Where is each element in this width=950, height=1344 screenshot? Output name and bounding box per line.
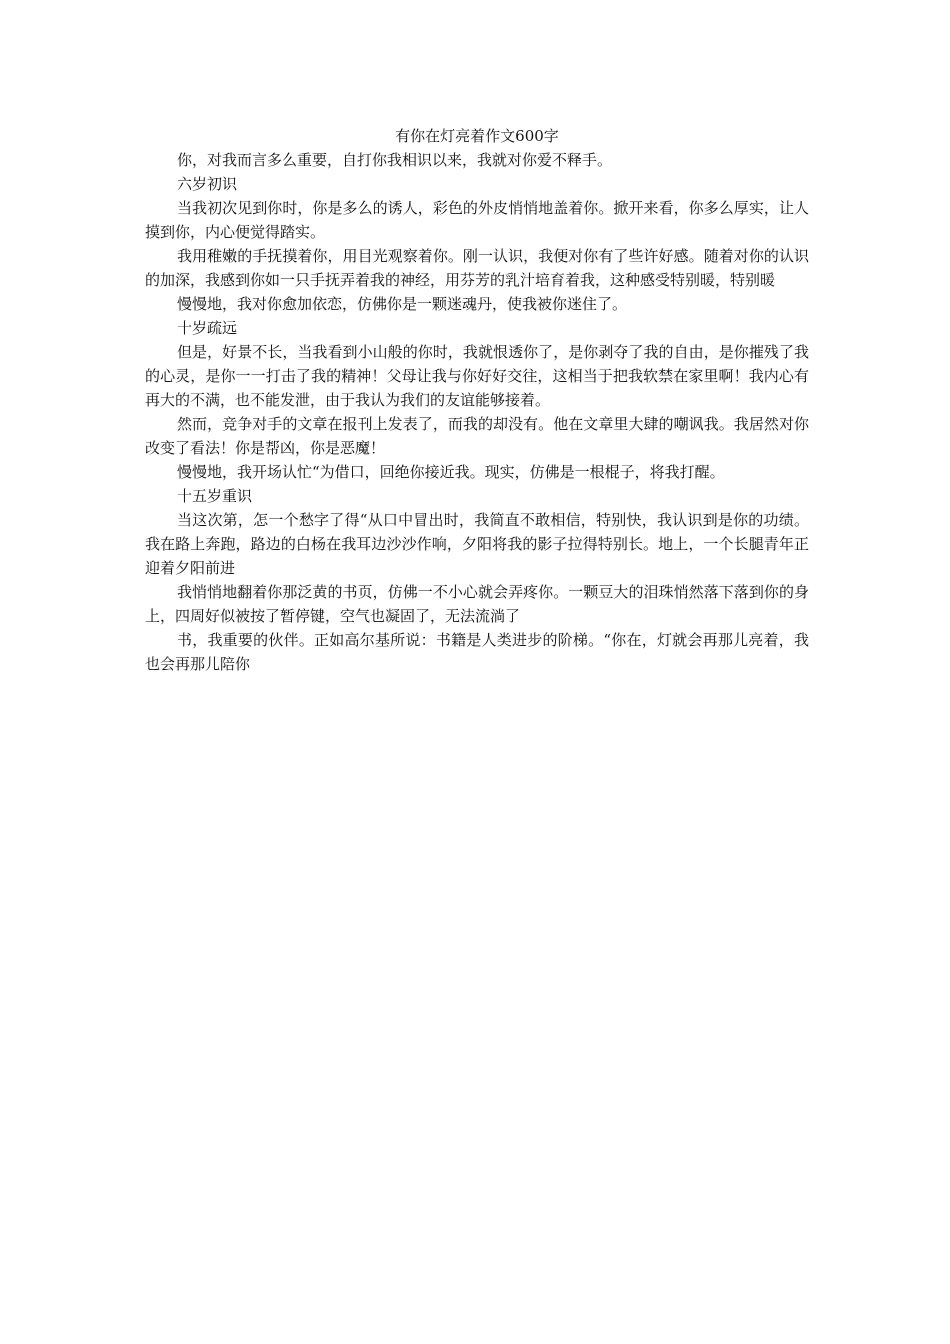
paragraph: 我用稚嫩的手抚摸着你，用目光观察着你。刚一认识，我便对你有了些许好感。随着对你的认识的加深，我感到你如一只手抚弄着我的神经，用芬芳的乳汁培育着我，这种感受特别暖，特别暖 [145, 247, 809, 289]
paragraph: 慢慢地，我对你愈加依恋，仿佛你是一颗迷魂丹，使我被你迷住了。 [177, 295, 628, 313]
document-title: 有你在灯亮着作文600字 [395, 127, 559, 145]
paragraph: 当我初次见到你时，你是多么的诱人，彩色的外皮悄悄地盖着你。掀开来看，你多么厚实，让人摸到你，内心便觉得踏实。 [145, 199, 809, 241]
section-heading-six: 六岁初识 [177, 175, 238, 193]
paragraph: 我悄悄地翻着你那泛黄的书页，仿佛一不小心就会弄疼你。一颗豆大的泪珠悄然落下落到你的身上，四周好似被按了暂停键，空气也凝固了，无法流淌了 [145, 583, 809, 625]
paragraph-closing: 书，我重要的伙伴。正如高尔基所说：书籍是人类进步的阶梯。“你在，灯就会再那儿亮着，我也会再那儿陪你 [145, 631, 809, 673]
document-page [145, 124, 809, 676]
section-heading-ten: 十岁疏远 [177, 319, 238, 337]
paragraph: 慢慢地，我开场认忙“为借口，回绝你接近我。现实，仿佛是一根棍子，将我打醒。 [177, 463, 725, 481]
paragraph: 然而，竞争对手的文章在报刊上发表了，而我的却没有。他在文章里大肆的嘲讽我。我居然对你改变了看法！你是帮凶，你是恶魔！ [145, 415, 809, 457]
paragraph: 但是，好景不长，当我看到小山般的你时，我就恨透你了，是你剥夺了我的自由，是你摧残了我的心灵，是你一一打击了我的精神！父母让我与你好好交往，这相当于把我软禁在家里啊！我内心有再大的不满，也不能发泄，由于我认为我们的友谊能够接着。 [145, 343, 809, 409]
paragraph-intro: 你，对我而言多么重要，自打你我相识以来，我就对你爱不释手。 [177, 151, 613, 169]
paragraph: 当这次第，怎一个愁字了得“从口中冒出时，我简直不敢相信，特别快，我认识到是你的功绩。我在路上奔跑，路边的白杨在我耳边沙沙作响，夕阳将我的影子拉得特别长。地上，一个长腿青年正迎着夕阳前进 [145, 511, 809, 577]
section-heading-fifteen: 十五岁重识 [177, 487, 253, 505]
